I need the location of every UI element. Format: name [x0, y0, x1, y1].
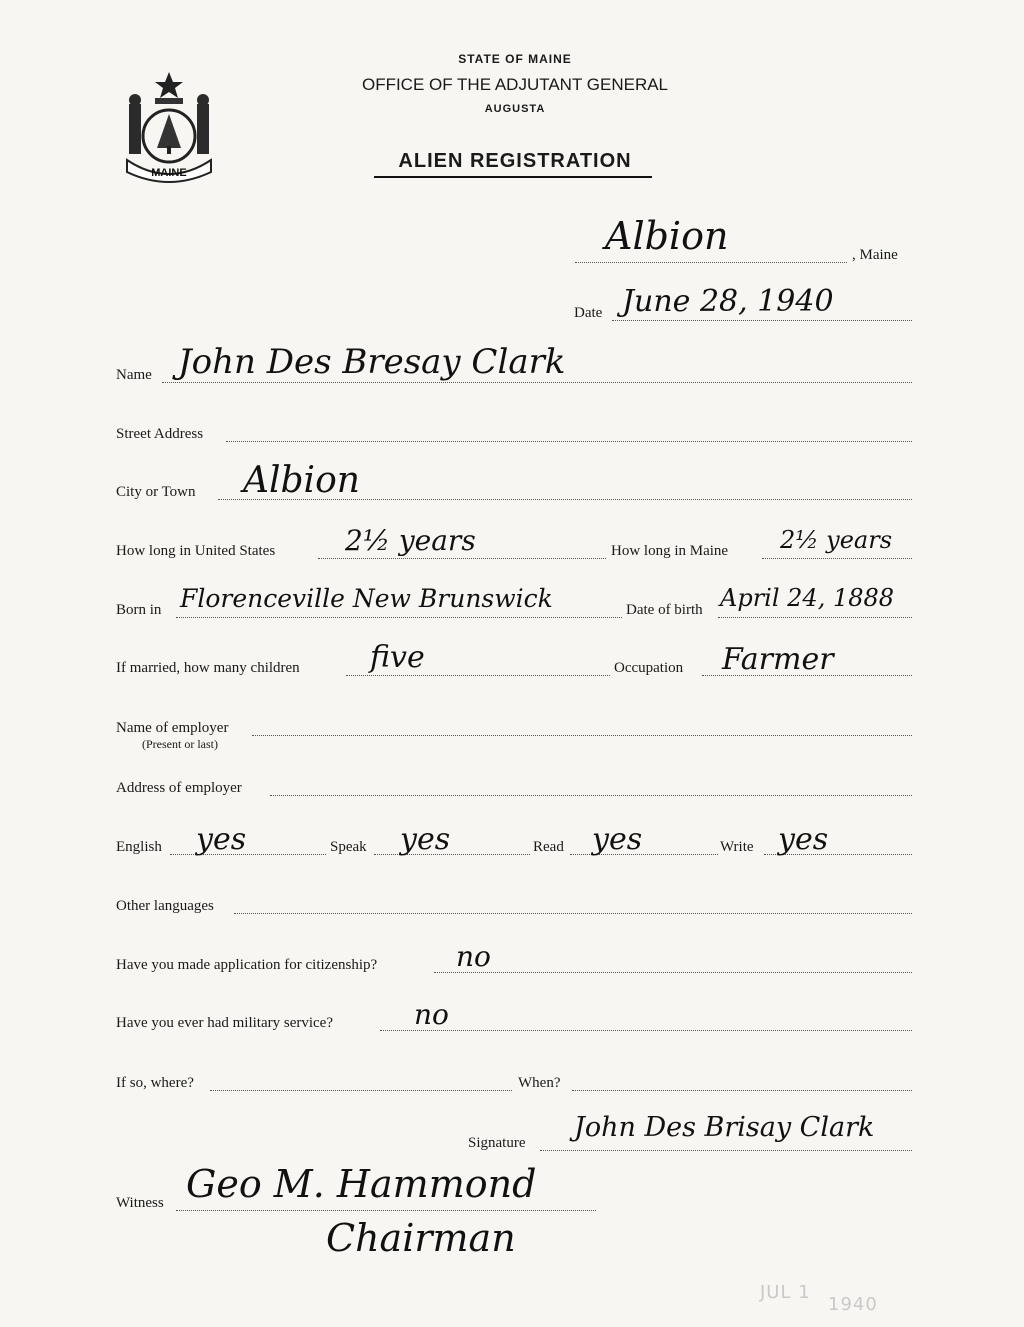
when-line	[572, 1090, 912, 1091]
military-value: no	[414, 998, 449, 1031]
street-label: Street Address	[116, 426, 204, 442]
dob-value: April 24, 1888	[720, 584, 895, 612]
witness-label: Witness	[116, 1195, 164, 1211]
signature-label: Signature	[468, 1135, 526, 1151]
date-line	[612, 320, 912, 321]
name-line	[162, 382, 912, 383]
employer-sublabel: (Present or last)	[142, 737, 218, 751]
signature-line	[540, 1150, 912, 1151]
english-value: yes	[196, 822, 247, 857]
english-line	[170, 854, 326, 855]
name-label: Name	[116, 367, 152, 383]
witness-value: Geo M. Hammond	[186, 1162, 537, 1206]
svg-text:MAINE: MAINE	[151, 167, 187, 179]
employer-line	[252, 735, 912, 736]
received-stamp-year: 1940	[828, 1294, 878, 1315]
write-label: Write	[720, 839, 754, 855]
state-seal	[115, 68, 223, 190]
where-label: If so, where?	[116, 1075, 194, 1091]
employer-address-line	[270, 795, 912, 796]
where-line	[210, 1090, 512, 1091]
read-label: Read	[533, 839, 564, 855]
children-line	[346, 675, 610, 676]
town-value: Albion	[605, 214, 729, 258]
witness-line	[176, 1210, 596, 1211]
received-stamp: JUL 1	[760, 1282, 811, 1303]
state-heading: STATE OF MAINE	[458, 52, 572, 66]
witness-title: Chairman	[326, 1216, 516, 1260]
us-stay-line	[318, 558, 606, 559]
occupation-label: Occupation	[614, 660, 684, 676]
write-value: yes	[778, 822, 829, 857]
citizenship-value: no	[456, 940, 491, 973]
born-value: Florenceville New Brunswick	[180, 584, 553, 613]
town-line	[575, 262, 847, 263]
military-line	[380, 1030, 912, 1031]
speak-label: Speak	[330, 839, 367, 855]
speak-line	[374, 854, 530, 855]
other-languages-label: Other languages	[116, 898, 214, 914]
other-languages-line	[234, 913, 912, 914]
dob-line	[718, 617, 912, 618]
citizenship-line	[434, 972, 912, 973]
date-label: Date	[574, 305, 603, 321]
occupation-value: Farmer	[722, 642, 834, 677]
date-value: June 28, 1940	[622, 284, 834, 319]
dob-label: Date of birth	[626, 602, 703, 618]
maine-stay-label: How long in Maine	[611, 543, 729, 559]
signature-value: John Des Brisay Clark	[574, 1112, 875, 1143]
us-stay-value: 2½ years	[345, 524, 476, 557]
city-value: Albion	[243, 460, 360, 501]
city-label: City or Town	[116, 484, 196, 500]
name-value: John Des Bresay Clark	[178, 342, 566, 382]
speak-value: yes	[400, 822, 451, 857]
maine-stay-value: 2½ years	[780, 526, 893, 554]
title-underline	[374, 176, 652, 178]
page-title: ALIEN REGISTRATION	[398, 150, 632, 172]
when-label: When?	[518, 1075, 561, 1091]
maine-stay-line	[762, 558, 912, 559]
born-label: Born in	[116, 602, 162, 618]
employer-address-label: Address of employer	[116, 780, 242, 796]
employer-label: Name of employer	[116, 720, 229, 736]
office-heading: OFFICE OF THE ADJUTANT GENERAL	[361, 75, 669, 94]
children-label: If married, how many children	[116, 660, 300, 676]
military-label: Have you ever had military service?	[116, 1015, 333, 1031]
maine-label: , Maine	[852, 247, 898, 263]
city-heading: AUGUSTA	[484, 103, 546, 115]
us-stay-label: How long in United States	[116, 543, 276, 559]
born-line	[176, 617, 622, 618]
read-value: yes	[592, 822, 643, 857]
citizenship-label: Have you made application for citizenship?	[116, 957, 378, 973]
english-label: English	[116, 839, 162, 855]
street-line	[226, 441, 912, 442]
children-value: five	[370, 640, 425, 675]
